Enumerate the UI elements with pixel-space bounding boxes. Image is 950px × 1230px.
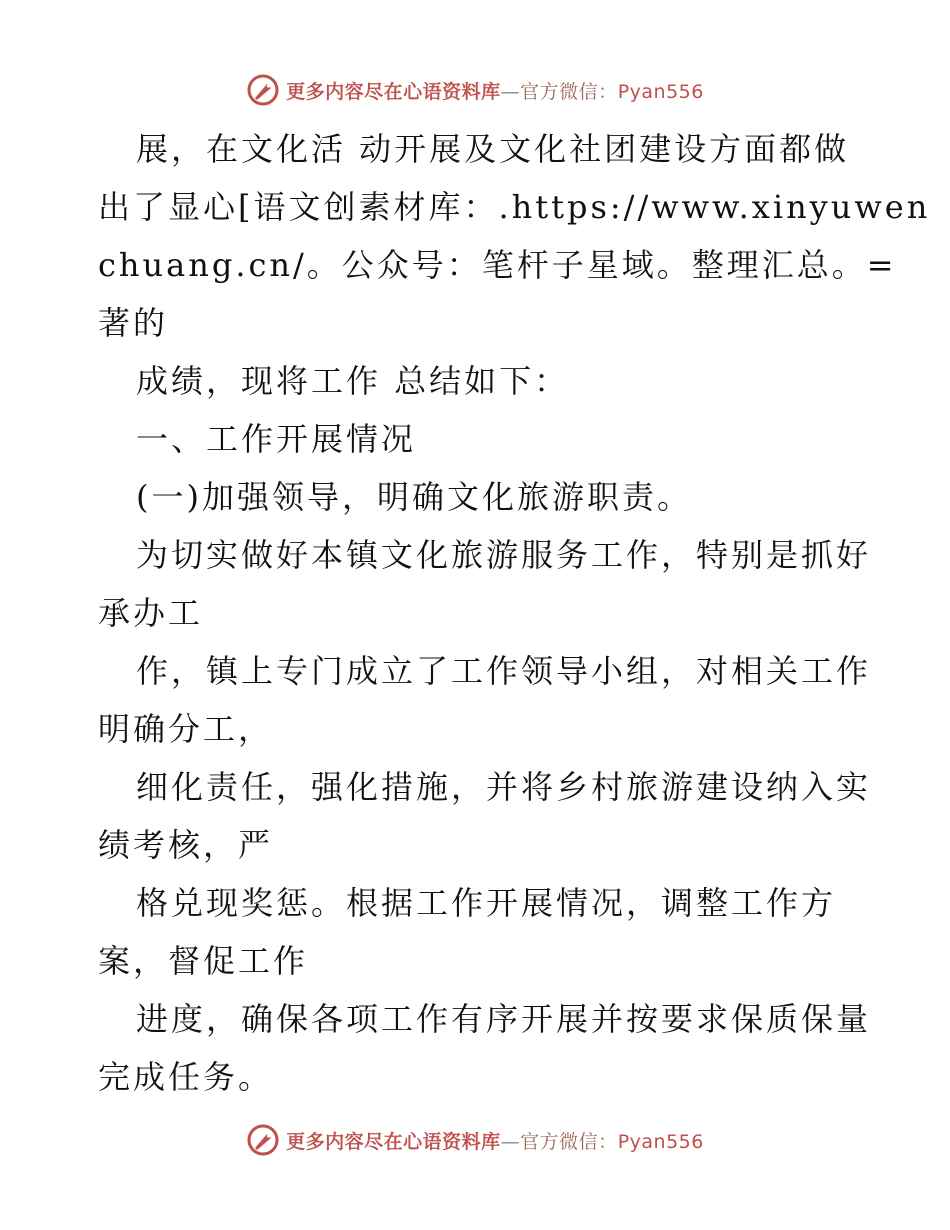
paragraph-line: 进度，确保各项工作有序开展并按要求保质保量 [136, 1000, 872, 1038]
watermark-text: 更多内容尽在心语资料库—官方微信：Pyan556 [286, 80, 704, 103]
paragraph-line: 明确分工， [98, 710, 274, 748]
paragraph-line: 为切实做好本镇文化旅游服务工作，特别是抓好 [136, 536, 872, 574]
watermark-text: 更多内容尽在心语资料库—官方微信：Pyan556 [286, 1130, 704, 1153]
paragraph-line: 著的 [98, 304, 169, 342]
paragraph-line: 成绩，现将工作 总结如下： [136, 362, 570, 400]
paragraph-line: 格兑现奖惩。根据工作开展情况，调整工作方 [136, 884, 837, 922]
paragraph-line: 绩考核，严 [98, 826, 274, 864]
pen-nib-logo-icon [246, 1123, 280, 1157]
paragraph-line: 出了显心[语文创素材库：.https://www.xinyuwen [98, 188, 931, 226]
paragraph-line: 案，督促工作 [98, 942, 309, 980]
pen-nib-logo-icon [246, 73, 280, 107]
paragraph-line: 细化责任，强化措施，并将乡村旅游建设纳入实 [136, 768, 872, 806]
section-heading: 一、工作开展情况 [136, 420, 417, 458]
header-watermark [0, 70, 950, 110]
paragraph-line: 承办工 [98, 594, 204, 632]
paragraph-line: 作，镇上专门成立了工作领导小组，对相关工作 [136, 652, 872, 690]
paragraph-line: 展，在文化活 动开展及文化社团建设方面都做 [136, 130, 850, 168]
paragraph-line: 完成任务。 [98, 1058, 274, 1096]
subsection-heading: (一)加强领导，明确文化旅游职责。 [136, 478, 692, 516]
paragraph-line: chuang.cn/。公众号：笔杆子星域。整理汇总。= [98, 246, 897, 284]
footer-watermark [0, 1120, 950, 1160]
document-body [98, 120, 931, 1106]
